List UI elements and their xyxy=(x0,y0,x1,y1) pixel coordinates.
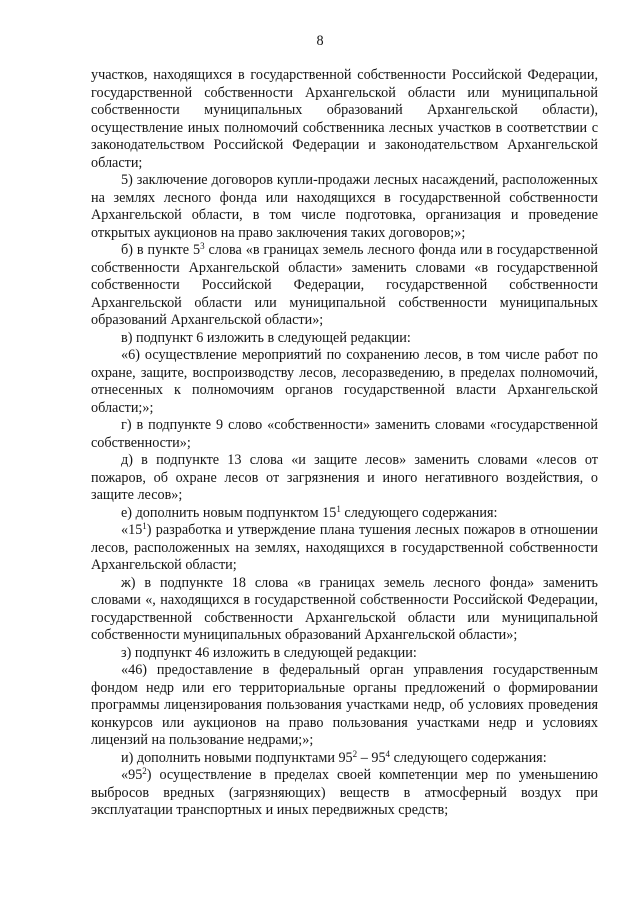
paragraph-1: участков, находящихся в государственной собственности Российской Федерации, государственной собственности Архангельской области или муниципальной собственности муниципальных образований Архангельской области), осуществление иных полномочий собственника лесных участков в соответствии с законодательством Российской Федерации и законодательством Архангельской области; xyxy=(91,67,598,171)
paragraph-4: в) подпункт 6 изложить в следующей редакции: xyxy=(121,329,411,346)
paragraph-11: з) подпункт 46 изложить в следующей редакции: xyxy=(121,644,417,661)
paragraph-13: и) дополнить новыми подпунктами $95^2 - 95^4$ следующего содержания: xyxy=(121,748,547,766)
paragraph-10: ж) в подпункте 18 слова «в границах земель лесного фонда» заменить словами «, находящихся в государственной собственности Российской Федерации, государственной собственности Архангельской области или муниципальной собственности муниципальных образований Архангельской области»; xyxy=(91,574,598,643)
document-body xyxy=(91,67,598,820)
paragraph-7: д) в подпункте 13 слова «и защите лесов» заменить словами «лесов от пожаров, об охране лесов от загрязнения и иного негативного воздействия, о защите лесов»; xyxy=(91,452,598,503)
paragraph-6: г) в подпункте 9 слово «собственности» заменить словами «государственной собственности»; xyxy=(91,417,598,451)
paragraph-14: «$95^2$) осуществление в пределах своей компетенции мер по уменьшению выбросов вредных (загрязняющих) веществ в атмосферный воздух при эксплуатации транспортных и иных передвижных средств; xyxy=(91,766,598,818)
paragraph-9: «$15^1$) разработка и утверждение плана тушения лесных пожаров в отношении лесов, расположенных на землях, находящихся в государственной собственности Архангельской области; xyxy=(91,521,598,573)
page-number: 8 xyxy=(316,33,324,49)
paragraph-3: б) в пункте $5^3$ слова «в границах земель лесного фонда или в государственной собственности Архангельской области» заменить словами «в государственной собственности Российской Федерации, государственной собственности Архангельской области или муниципальной собственности муниципальных образований Архангельской области»; xyxy=(91,241,599,328)
paragraph-8: е) дополнить новым подпунктом $15^1$ следующего содержания: xyxy=(121,503,498,521)
paragraph-12: «46) предоставление в федеральный орган управления государственным фондом недр или его территориальные органы предложений о формировании программы лицензирования пользования участками недр, об условиях проведения конкурсов или аукционов на право пользования участками недр и условиях лицензий на пользование недрами;»; xyxy=(91,662,598,748)
paragraph-5: «6) осуществление мероприятий по сохранению лесов, в том числе работ по охране, защите, воспроизводству лесов, лесоразведению, в пределах полномочий, отнесенных к полномочиям органов государственной власти Архангельской области;»; xyxy=(91,347,598,416)
paragraph-2: 5) заключение договоров купли-продажи лесных насаждений, расположенных на землях лесного фонда или находящихся в государственной собственности Архангельской области, в том числе подготовка, организация и проведение открытых аукционов на право заключения таких договоров;»; xyxy=(91,172,598,241)
